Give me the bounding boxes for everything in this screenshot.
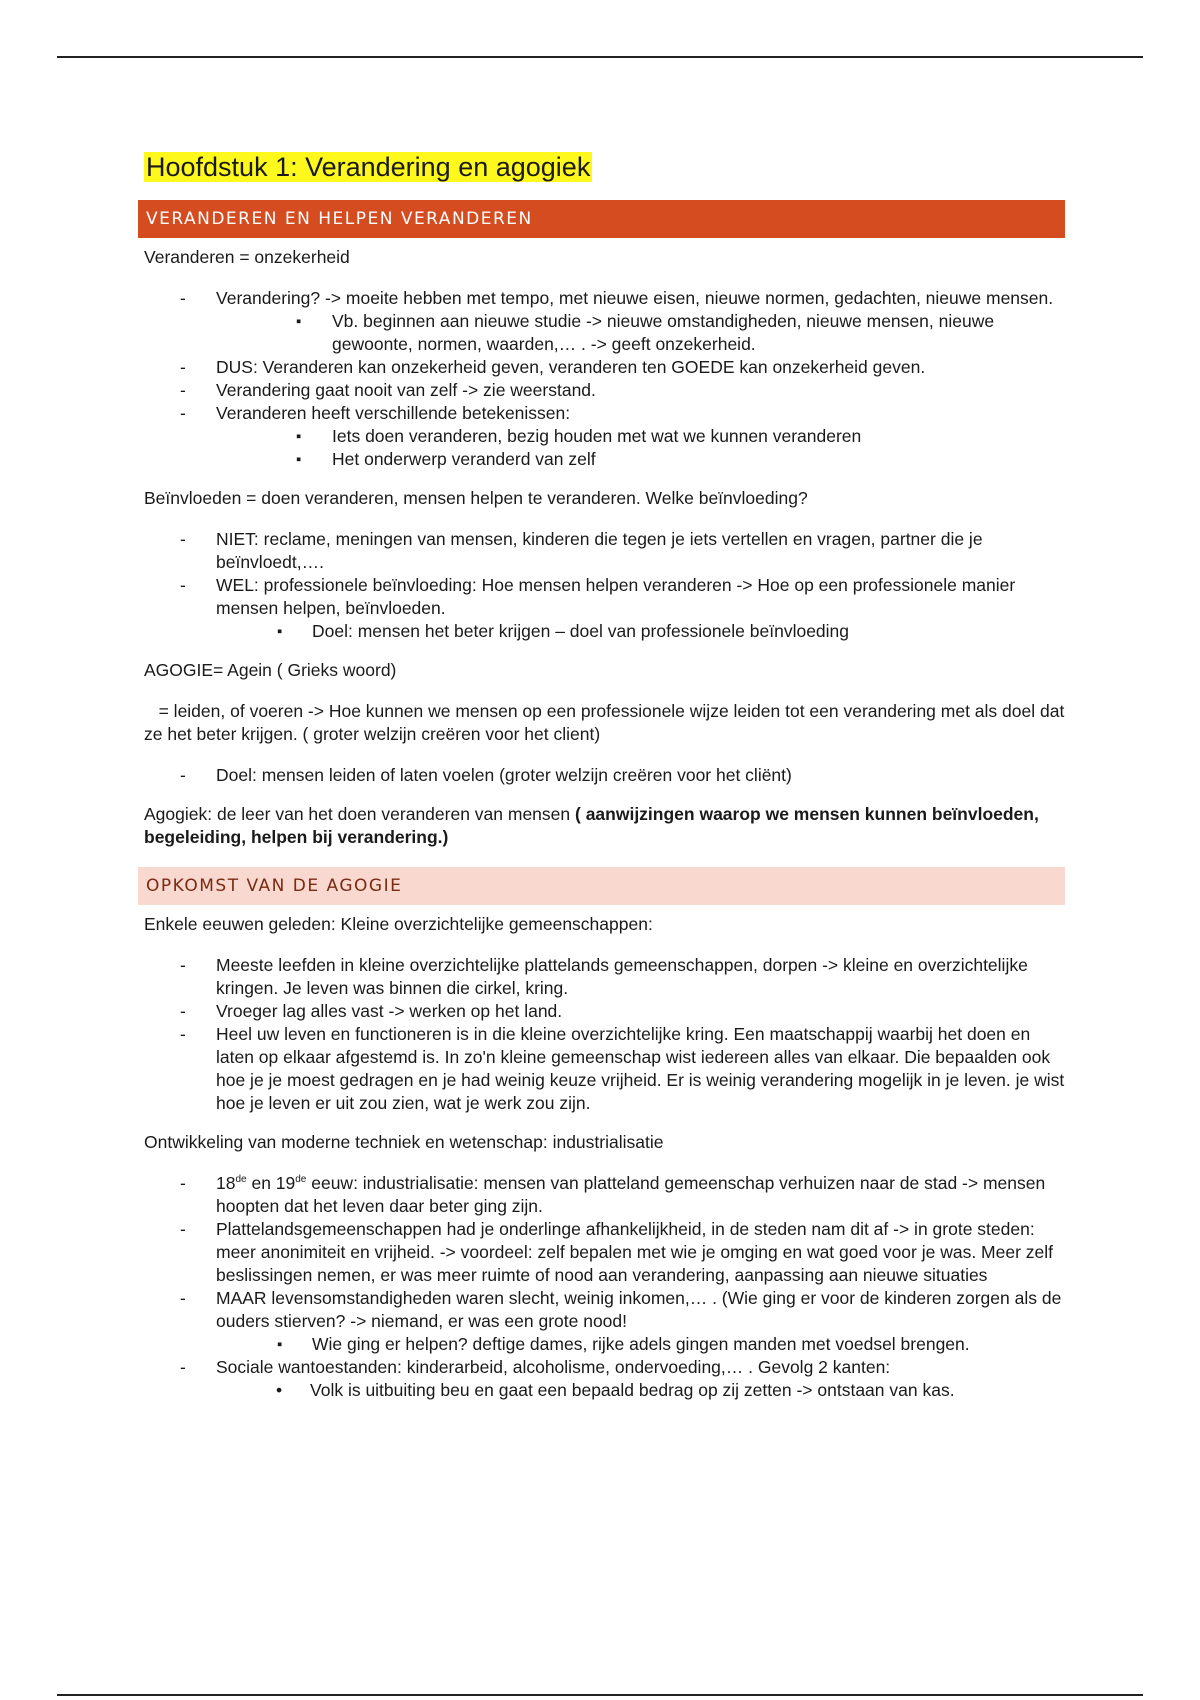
section-heading-veranderen: VERANDEREN EN HELPEN VERANDEREN [138,200,1065,238]
list-agogie-doel [140,764,1065,787]
list-item: - WEL: professionele beïnvloeding: Hoe mensen helpen veranderen -> Hoe op een professionele manier mensen helpen, beïnvloeden. [140,574,1065,620]
list-item: - DUS: Veranderen kan onzekerheid geven, veranderen ten GOEDE kan onzekerheid geven. [140,356,1065,379]
list-subitem: ▪ Doel: mensen het beter krijgen – doel van professionele beïnvloeding [140,620,1065,643]
list-gemeenschappen [140,954,1065,1115]
list-item: - 18de en 19de eeuw: industrialisatie: mensen van platteland gemeenschap verhuizen naar de stad -> mensen hoopten dat het leven daar beter ging zijn. [140,1172,1065,1218]
top-rule [57,56,1143,58]
page-title: Hoofdstuk 1: Verandering en agogiek [146,152,591,182]
list-subitem: ▪ Wie ging er helpen? deftige dames, rijke adels gingen manden met voedsel brengen. [140,1333,1065,1356]
list-item: - Verandering? -> moeite hebben met tempo, met nieuwe eisen, nieuwe normen, gedachten, nieuwe mensen. [140,287,1065,310]
bottom-rule [57,1694,1143,1696]
list-item: - Plattelandsgemeenschappen had je onderlinge afhankelijkheid, in de steden nam dit af -> in grote steden: meer anonimiteit en vrijheid. -> voordeel: zelf bepalen met wie je omging en wat goed voor je was. Meer zelf beslissingen nemen, er was meer ruimte of nood aan verandering, aanpassing aan nieuwe situaties [140,1218,1065,1287]
list-subitem: ▪ Vb. beginnen aan nieuwe studie -> nieuwe omstandigheden, nieuwe mensen, nieuwe gewoonte, normen, waarden,… . -> geeft onzekerheid. [140,310,1065,356]
paragraph-agogie: AGOGIE= Agein ( Grieks woord) [144,660,397,680]
list-subitem: ▪ Het onderwerp veranderd van zelf [140,448,1065,471]
paragraph-agogiek [144,803,1065,849]
paragraph-agogie-definition: = leiden, of voeren -> Hoe kunnen we mensen op een professionele wijze leiden tot een verandering met als doel dat ze het beter krijgen. ( groter welzijn creëren voor het client) [144,701,1070,744]
list-beinvloeding [140,528,1065,643]
list-veranderen [140,287,1065,471]
list-item: - Meeste leefden in kleine overzichtelijke plattelands gemeenschappen, dorpen -> kleine en overzichtelijke kringen. Je leven was binnen die cirkel, kring. [140,954,1065,1000]
list-item: - MAAR levensomstandigheden waren slecht, weinig inkomen,… . (Wie ging er voor de kinderen zorgen als de ouders stierven? -> niemand, er was een grote nood! [140,1287,1065,1333]
list-subitem: • Volk is uitbuiting beu en gaat een bepaald bedrag op zij zetten -> ontstaan van kas. [140,1379,1065,1402]
list-subitem: ▪ Iets doen veranderen, bezig houden met wat we kunnen veranderen [140,425,1065,448]
list-item: - Verandering gaat nooit van zelf -> zie weerstand. [140,379,1065,402]
paragraph-veranderen-intro: Veranderen = onzekerheid [144,247,350,267]
list-item: - Veranderen heeft verschillende betekenissen: [140,402,1065,425]
agogiek-bold-text: ( aanwijzingen waarop we mensen kunnen beïnvloeden, begeleiding, helpen bij verandering.) [144,804,1039,847]
list-item: - NIET: reclame, meningen van mensen, kinderen die tegen je iets vertellen en vragen, partner die je beïnvloedt,…. [140,528,1065,574]
paragraph-gemeenschappen: Enkele eeuwen geleden: Kleine overzichtelijke gemeenschappen: [144,914,653,934]
paragraph-industrialisatie: Ontwikkeling van moderne techniek en wetenschap: industrialisatie [144,1132,664,1152]
list-item: - Vroeger lag alles vast -> werken op het land. [140,1000,1065,1023]
section-heading-opkomst: OPKOMST VAN DE AGOGIE [138,867,1065,905]
list-item: - Doel: mensen leiden of laten voelen (groter welzijn creëren voor het cliënt) [140,764,1065,787]
agogiek-text: Agogiek: de leer van het doen veranderen van mensen [144,804,575,824]
list-item: - Sociale wantoestanden: kinderarbeid, alcoholisme, ondervoeding,… . Gevolg 2 kanten: [140,1356,1065,1379]
list-item: - Heel uw leven en functioneren is in die kleine overzichtelijke kring. Een maatschappij waarbij het doen en laten op elkaar afgestemd is. In zo'n kleine gemeenschap wist iedereen alles van elkaar. Die bepaalden ook hoe je je moest gedragen en je had weinig keuze vrijheid. Er is weinig verandering mogelijk in je leven. je wist hoe je leven er uit zou zien, wat je werk zou zijn. [140,1023,1065,1115]
list-industrialisatie [140,1172,1065,1402]
paragraph-beinvloeden: Beïnvloeden = doen veranderen, mensen helpen te veranderen. Welke beïnvloeding? [144,488,808,508]
document-page [140,150,1070,1418]
